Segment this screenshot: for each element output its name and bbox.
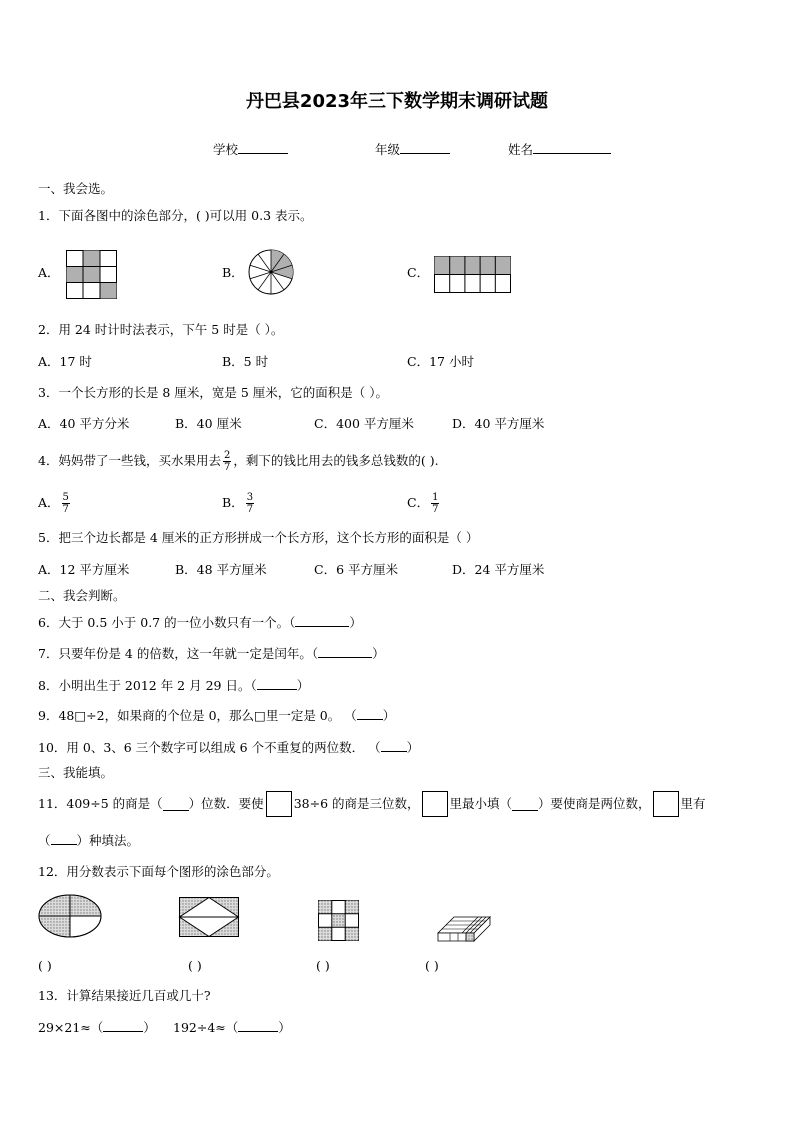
q8-close-paren: ） <box>296 678 310 693</box>
q11-blank-3[interactable] <box>51 832 77 845</box>
q13-e1-text: 29×21≈（ <box>38 1020 104 1035</box>
q12-rhombus-figure <box>179 897 239 937</box>
grade-blank[interactable] <box>400 141 450 154</box>
question-10 <box>38 739 419 756</box>
q4-option-b-denominator: 7 <box>246 503 254 515</box>
q11-part-3: 38÷6 的商是三位数， <box>293 796 420 811</box>
question-7 <box>38 645 385 662</box>
question-2: 2．用 24 时计时法表示，下午 5 时是（ ）。 <box>38 322 284 337</box>
q8-text: 8．小明出生于 2012 年 2 月 29 日。（ <box>38 678 257 693</box>
question-3: 3．一个长方形的长是 8 厘米，宽是 5 厘米，它的面积是（ ）。 <box>38 385 388 400</box>
q5-option-c: C．6 平方厘米 <box>314 562 398 577</box>
school-field <box>213 141 288 158</box>
q11-part-1: 11．409÷5 的商是（ <box>38 796 163 811</box>
q11-part-4: 里最小填（ <box>449 796 513 811</box>
q2-option-a: A．17 时 <box>38 354 92 369</box>
q4-option-c <box>407 488 441 518</box>
q13-e2-text: 192÷4≈（ <box>173 1020 239 1035</box>
q4-option-a-fraction <box>62 492 70 515</box>
q1-option-c-label: C． <box>407 265 430 280</box>
question-8 <box>38 677 309 694</box>
q12-answer-2[interactable]: ( ) <box>188 958 202 973</box>
q4-fraction <box>223 450 231 473</box>
q3-option-d: D．40 平方厘米 <box>452 416 545 431</box>
question-9 <box>38 707 395 724</box>
q13-e1-blank[interactable] <box>103 1019 143 1032</box>
q13-e2-close: ） <box>278 1020 291 1035</box>
q4-fraction-denominator: 7 <box>223 461 231 473</box>
q3-option-a: A．40 平方分米 <box>38 416 130 431</box>
q11-blank-1[interactable] <box>163 798 189 811</box>
q4-option-a <box>38 488 72 518</box>
q4-option-b-label: B． <box>222 495 244 510</box>
section-heading-fill: 三、我能填。 <box>38 765 114 780</box>
q4-option-c-label: C． <box>407 495 430 510</box>
q2-option-b: B．5 时 <box>222 354 269 369</box>
q4-option-c-fraction <box>431 492 439 515</box>
q11-box-3[interactable] <box>653 791 679 817</box>
q9-answer-blank[interactable] <box>357 707 383 720</box>
q6-close-paren: ） <box>349 615 362 630</box>
q1-option-b-circle-figure <box>248 249 294 295</box>
q7-close-paren: ） <box>372 646 385 661</box>
q6-text: 6．大于 0.5 小于 0.7 的一位小数只有一个。（ <box>38 615 296 630</box>
name-field <box>508 141 611 158</box>
q4-option-c-denominator: 7 <box>432 503 439 515</box>
name-label: 姓名 <box>508 142 534 157</box>
school-blank[interactable] <box>238 141 288 154</box>
q4-option-a-label: A． <box>38 495 60 510</box>
question-1: 1．下面各图中的涂色部分，( )可以用 0.3 表示。 <box>38 208 313 223</box>
q12-answer-3[interactable]: ( ) <box>316 958 330 973</box>
q10-close-paren: ） <box>406 740 420 755</box>
q12-grid-figure <box>318 900 359 941</box>
q4-text-after: ，剩下的钱比用去的钱多总钱数的( ). <box>233 453 439 468</box>
q1-option-a-grid-figure <box>66 250 117 299</box>
q4-option-a-denominator: 7 <box>62 503 69 515</box>
q2-option-c: C．17 小时 <box>407 354 474 369</box>
q7-answer-blank[interactable] <box>318 645 372 658</box>
school-label: 学校 <box>213 142 239 157</box>
q4-option-b-fraction <box>246 492 254 515</box>
q4-text-before: 4．妈妈带了一些钱，买水果用去 <box>38 453 221 468</box>
name-blank[interactable] <box>533 141 611 154</box>
q11-blank-2[interactable] <box>512 798 538 811</box>
q1-option-b-label: B． <box>222 265 244 280</box>
question-13: 13．计算结果接近几百或几十? <box>38 988 211 1003</box>
q6-answer-blank[interactable] <box>295 614 349 627</box>
section-heading-choose: 一、我会选。 <box>38 181 114 196</box>
q11-box-1[interactable] <box>266 791 292 817</box>
section-heading-judge: 二、我会判断。 <box>38 588 126 603</box>
question-12: 12．用分数表示下面每个图形的涂色部分。 <box>38 864 279 879</box>
q4-option-b-numerator: 3 <box>246 491 254 503</box>
q4-option-a-numerator: 5 <box>62 491 69 503</box>
question-4 <box>38 446 439 476</box>
q3-option-b: B．40 厘米 <box>175 416 242 431</box>
grade-label: 年级 <box>375 142 401 157</box>
q9-text: 9．48□÷2，如果商的个位是 0，那么□里一定是 0。 （ <box>38 708 357 723</box>
q11-line2-start: （ <box>38 833 51 848</box>
q8-answer-blank[interactable] <box>257 677 297 690</box>
question-6 <box>38 614 362 631</box>
q5-option-b: B．48 平方厘米 <box>175 562 267 577</box>
question-5: 5．把三个边长都是 4 厘米的正方形拼成一个长方形，这个长方形的面积是（ ） <box>38 530 479 545</box>
q10-answer-blank[interactable] <box>381 739 407 752</box>
q11-part-5: ）要使商是两位数， <box>538 796 651 811</box>
q13-expression-2 <box>173 1019 291 1036</box>
q12-cube-stack-figure <box>438 905 492 945</box>
q12-answer-4[interactable]: ( ) <box>425 958 439 973</box>
q5-option-d: D．24 平方厘米 <box>452 562 545 577</box>
question-11-line-2 <box>38 832 139 849</box>
q11-box-2[interactable] <box>422 791 448 817</box>
grade-field <box>375 141 450 158</box>
q4-option-b <box>222 488 256 518</box>
q5-option-a: A．12 平方厘米 <box>38 562 130 577</box>
q4-option-c-numerator: 1 <box>432 491 439 503</box>
q12-ellipse-figure <box>38 894 102 938</box>
page-title: 丹巴县2023年三下数学期末调研试题 <box>245 91 549 112</box>
q11-line2-end: ）种填法。 <box>76 833 140 848</box>
q7-text: 7．只要年份是 4 的倍数，这一年就一定是闰年。（ <box>38 646 319 661</box>
q9-close-paren: ） <box>382 708 396 723</box>
q13-e2-blank[interactable] <box>238 1019 278 1032</box>
q12-answer-1[interactable]: ( ) <box>38 958 52 973</box>
q3-option-c: C．400 平方厘米 <box>314 416 414 431</box>
q10-text: 10．用 0、3、6 三个数字可以组成 6 个不重复的两位数． （ <box>38 740 381 755</box>
question-11 <box>38 790 706 818</box>
q11-part-2: ）位数．要使 <box>188 796 264 811</box>
q13-expression-1 <box>38 1019 156 1036</box>
q1-option-c-strip-figure <box>434 256 511 293</box>
q13-e1-close: ） <box>143 1020 156 1035</box>
q11-part-6: 里有 <box>680 796 706 811</box>
q4-fraction-numerator: 2 <box>223 449 231 461</box>
q1-option-a-label: A． <box>38 265 60 280</box>
